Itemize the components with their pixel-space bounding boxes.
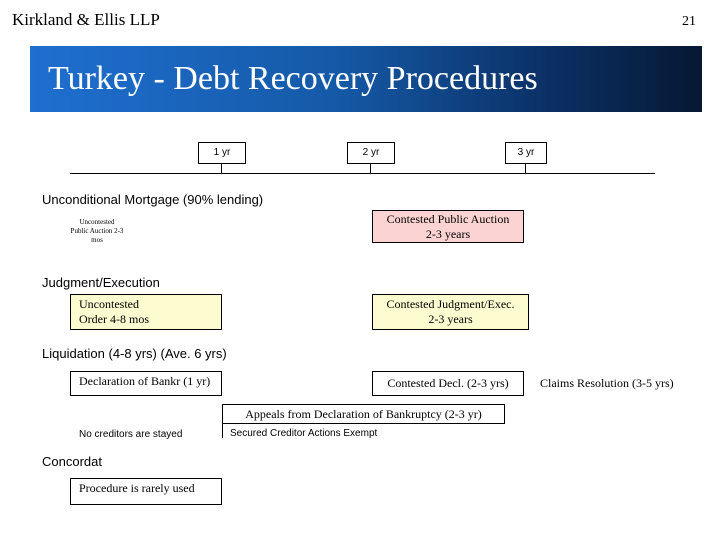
timeline-marker-2yr: 2 yr bbox=[347, 142, 395, 164]
declaration-label: Declaration of Bankr (1 yr) bbox=[79, 374, 211, 388]
uncontested-order-box bbox=[70, 294, 222, 330]
uncontested-auction-box bbox=[70, 212, 222, 262]
appeals-connector-line bbox=[222, 424, 223, 438]
contested-auction-line2: 2-3 years bbox=[425, 226, 471, 241]
contested-auction-box bbox=[372, 210, 524, 243]
appeals-box bbox=[222, 404, 505, 424]
uncontested-auction-label: Uncontested Public Auction 2-3 mos bbox=[70, 218, 124, 244]
section-heading-mortgage: Unconditional Mortgage (90% lending) bbox=[42, 192, 264, 207]
contested-auction-line1: Contested Public Auction bbox=[386, 211, 510, 226]
contested-judgment-box bbox=[372, 294, 529, 330]
concordat-note-label: Procedure is rarely used bbox=[79, 481, 195, 495]
contested-declaration-label: Contested Decl. (2-3 yrs) bbox=[387, 376, 509, 390]
no-creditors-note: No creditors are stayed bbox=[79, 429, 183, 440]
timeline-axis bbox=[70, 173, 655, 174]
timeline-marker-1yr: 1 yr bbox=[198, 142, 246, 164]
contested-judgment-line1: Contested Judgment/Exec. bbox=[386, 297, 515, 311]
contested-declaration-box bbox=[372, 371, 524, 396]
uncontested-order-line1: Uncontested bbox=[79, 297, 139, 311]
uncontested-order-line2: Order 4-8 mos bbox=[79, 312, 149, 326]
secured-creditor-note: Secured Creditor Actions Exempt bbox=[230, 428, 378, 439]
section-heading-liquidation: Liquidation (4-8 yrs) (Ave. 6 yrs) bbox=[42, 346, 227, 361]
section-heading-concordat: Concordat bbox=[42, 454, 102, 469]
concordat-note-box bbox=[70, 478, 222, 505]
claims-resolution-label: Claims Resolution (3-5 yrs) bbox=[540, 376, 674, 390]
appeals-label: Appeals from Declaration of Bankruptcy (2-3 yr) bbox=[245, 406, 482, 421]
section-heading-judgment: Judgment/Execution bbox=[42, 275, 160, 290]
slide-title: Turkey - Debt Recovery Procedures bbox=[48, 60, 538, 97]
declaration-box bbox=[70, 371, 222, 396]
contested-judgment-line2: 2-3 years bbox=[428, 312, 473, 326]
title-banner bbox=[30, 46, 702, 112]
timeline-marker-3yr: 3 yr bbox=[505, 142, 547, 164]
page-number: 21 bbox=[682, 14, 696, 29]
firm-name: Kirkland & Ellis LLP bbox=[12, 10, 160, 29]
